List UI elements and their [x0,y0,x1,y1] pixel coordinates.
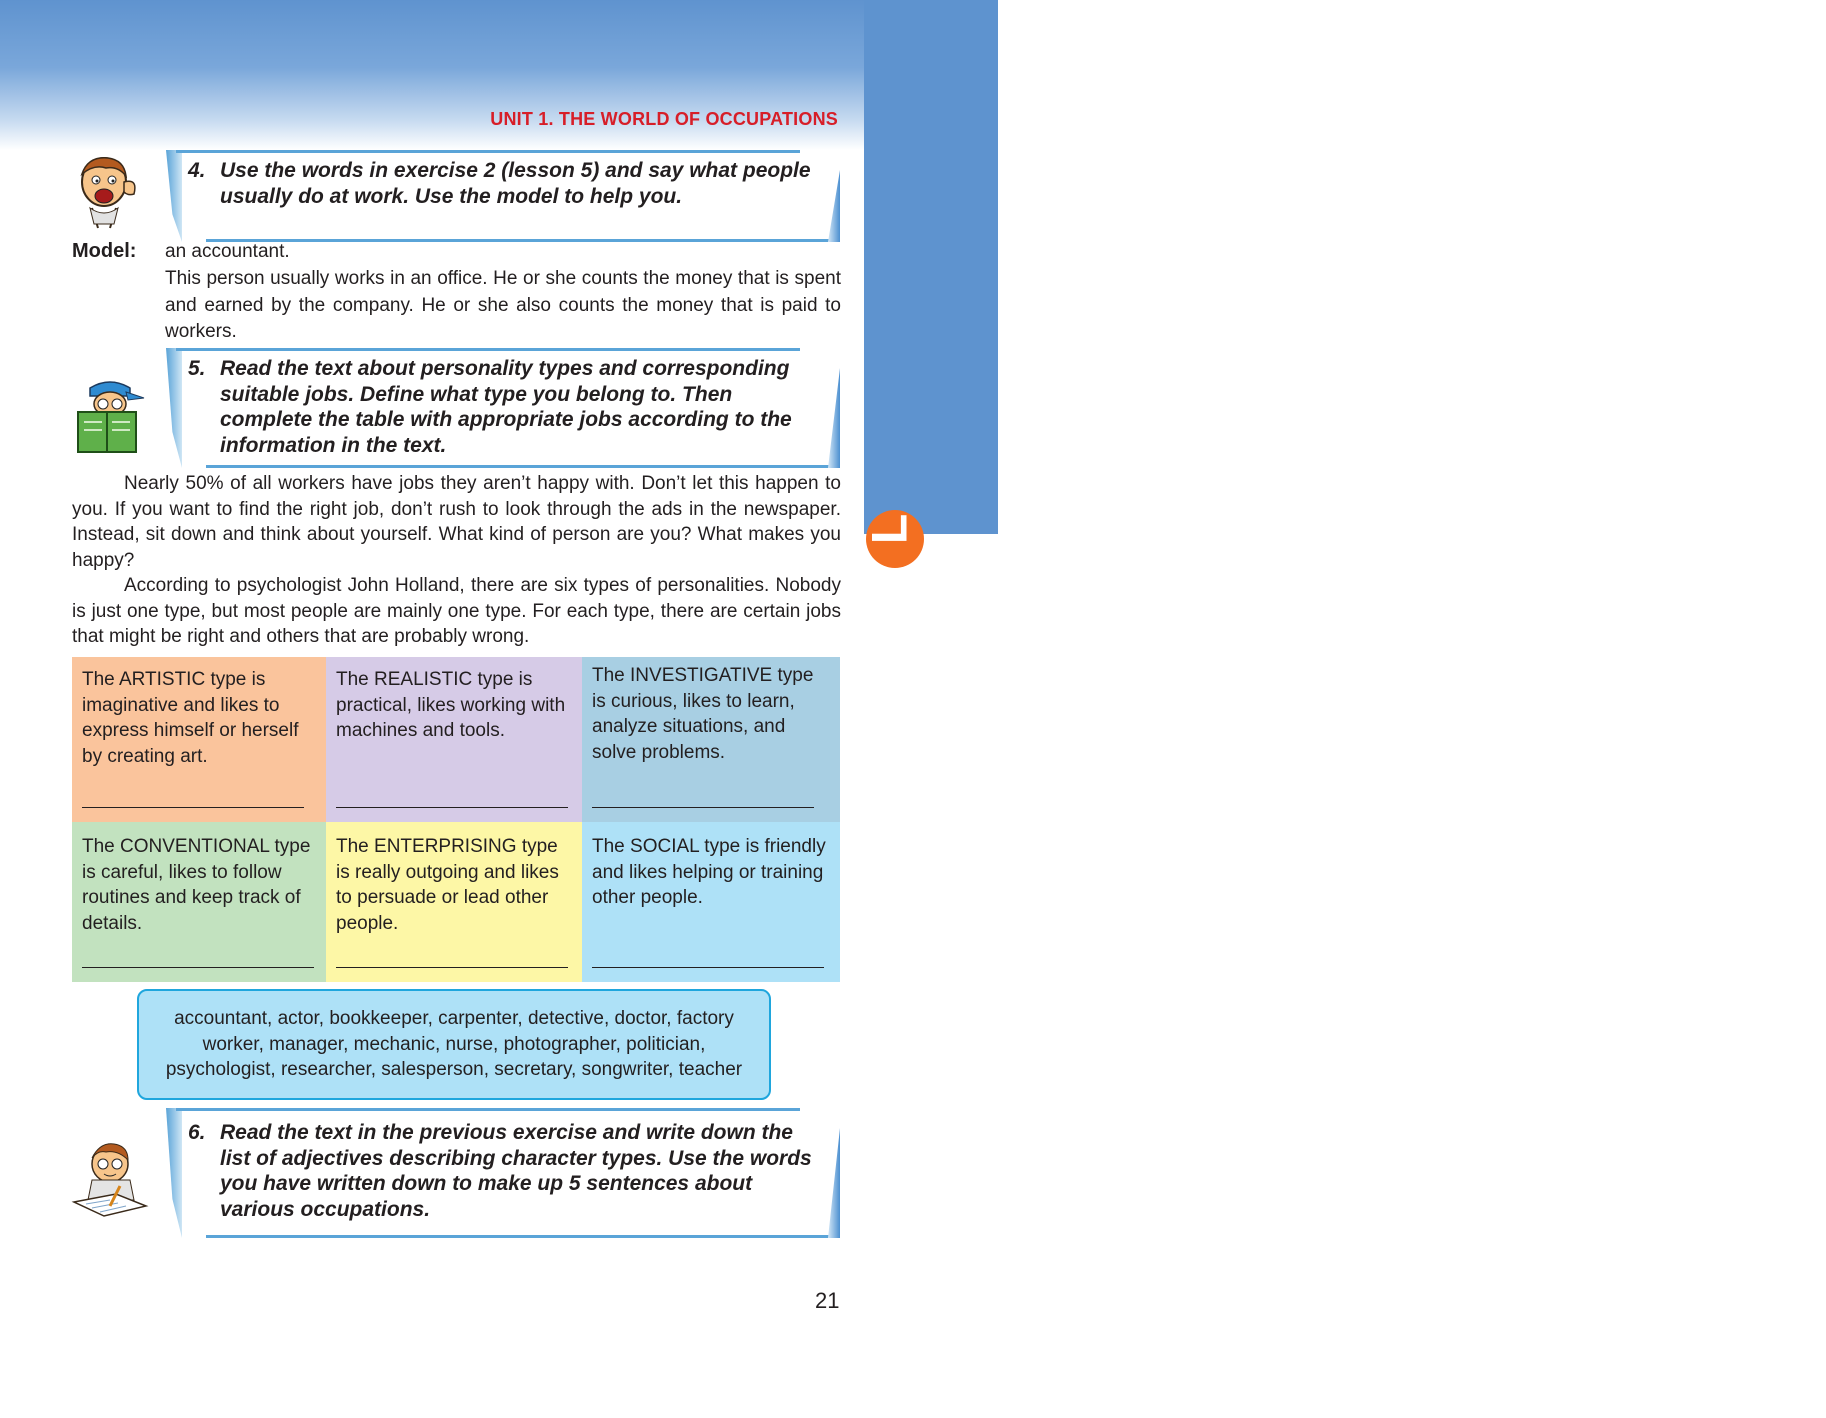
boy-shouting-icon [68,152,148,232]
boy-reading-icon [70,378,148,456]
conventional-answer-line[interactable] [82,967,314,968]
unit-title: UNIT 1. THE WORLD OF OCCUPATIONS [490,109,838,129]
task-number: 4. [188,159,206,182]
task-number: 6. [188,1121,206,1144]
investigative-answer-line[interactable] [592,807,814,808]
page-number: 21 [815,1288,840,1313]
task-4-instruction: Use the words in exercise 2 (lesson 5) and say what people usually do at work. Use the model to help you. [220,159,811,208]
model-label: Model: [72,240,137,262]
reading-paragraph-1: Nearly 50% of all workers have jobs they aren’t happy with. Don’t let this happen to you. If you want to find the right job, don’t rush to look through the ads in the newspaper. Instead, sit down and think about yourself. What kind of person are you? What makes you happy? [72,473,841,571]
conventional-description: The CONVENTIONAL type is careful, likes to follow routines and keep track of details. [82,836,311,934]
task-number: 5. [188,357,206,380]
enterprising-description: The ENTERPRISING type is really outgoing and likes to persuade or lead other people. [336,836,559,934]
cell-conventional [72,822,326,982]
cell-realistic [326,657,582,822]
artistic-description: The ARTISTIC type is imaginative and likes to express himself or herself by creating art. [82,669,299,767]
task-6-instruction: Read the text in the previous exercise and write down the list of adjectives describing character types. Use the words you have written down to make up 5 sentences about various occupations. [220,1121,812,1221]
lesson-tab [864,0,1825,534]
lesson-initial: L [861,513,918,545]
artistic-answer-line[interactable] [82,807,304,808]
task-5-instruction: Read the text about personality types and corresponding suitable jobs. Define what type you belong to. Then complete the table with appropriate jobs according to the information in the text. [220,357,792,457]
boy-writing-icon [70,1140,150,1220]
word-bank [137,989,771,1100]
lesson-title: ESSON 7 [1749,182,1825,498]
realistic-description: The REALISTIC type is practical, likes working with machines and tools. [336,669,566,741]
task-5-box [166,348,840,468]
realistic-answer-line[interactable] [336,807,568,808]
cell-investigative [582,657,840,822]
social-description: The SOCIAL type is friendly and likes helping or training other people. [592,836,826,908]
social-answer-line[interactable] [592,967,824,968]
cell-artistic [72,657,326,822]
word-bank-list: accountant, actor, bookkeeper, carpenter, detective, doctor, factory worker, manager, mechanic, nurse, photographer, politician, psychologist, researcher, salesperson, secretary, songwriter, teacher [165,1008,743,1081]
cell-enterprising [326,822,582,982]
task-6-box [166,1108,840,1238]
cell-social [582,822,840,982]
enterprising-answer-line[interactable] [336,967,568,968]
task-4-box [166,150,840,242]
model-text: This person usually works in an office. He or she counts the money that is spent and earned by the company. He or she also counts the money that is paid to workers. [165,268,841,342]
reading-paragraph-2: According to psychologist John Holland, there are six types of personalities. Nobody is just one type, but most people are mainly one type. For each type, there are certain jobs that might be right and others that are probably wrong. [72,575,841,647]
model-title: an accountant. [165,241,290,262]
personality-table [72,657,840,982]
investigative-description: The INVESTIGATIVE type is curious, likes to learn, analyze situations, and solve problems. [592,665,814,763]
